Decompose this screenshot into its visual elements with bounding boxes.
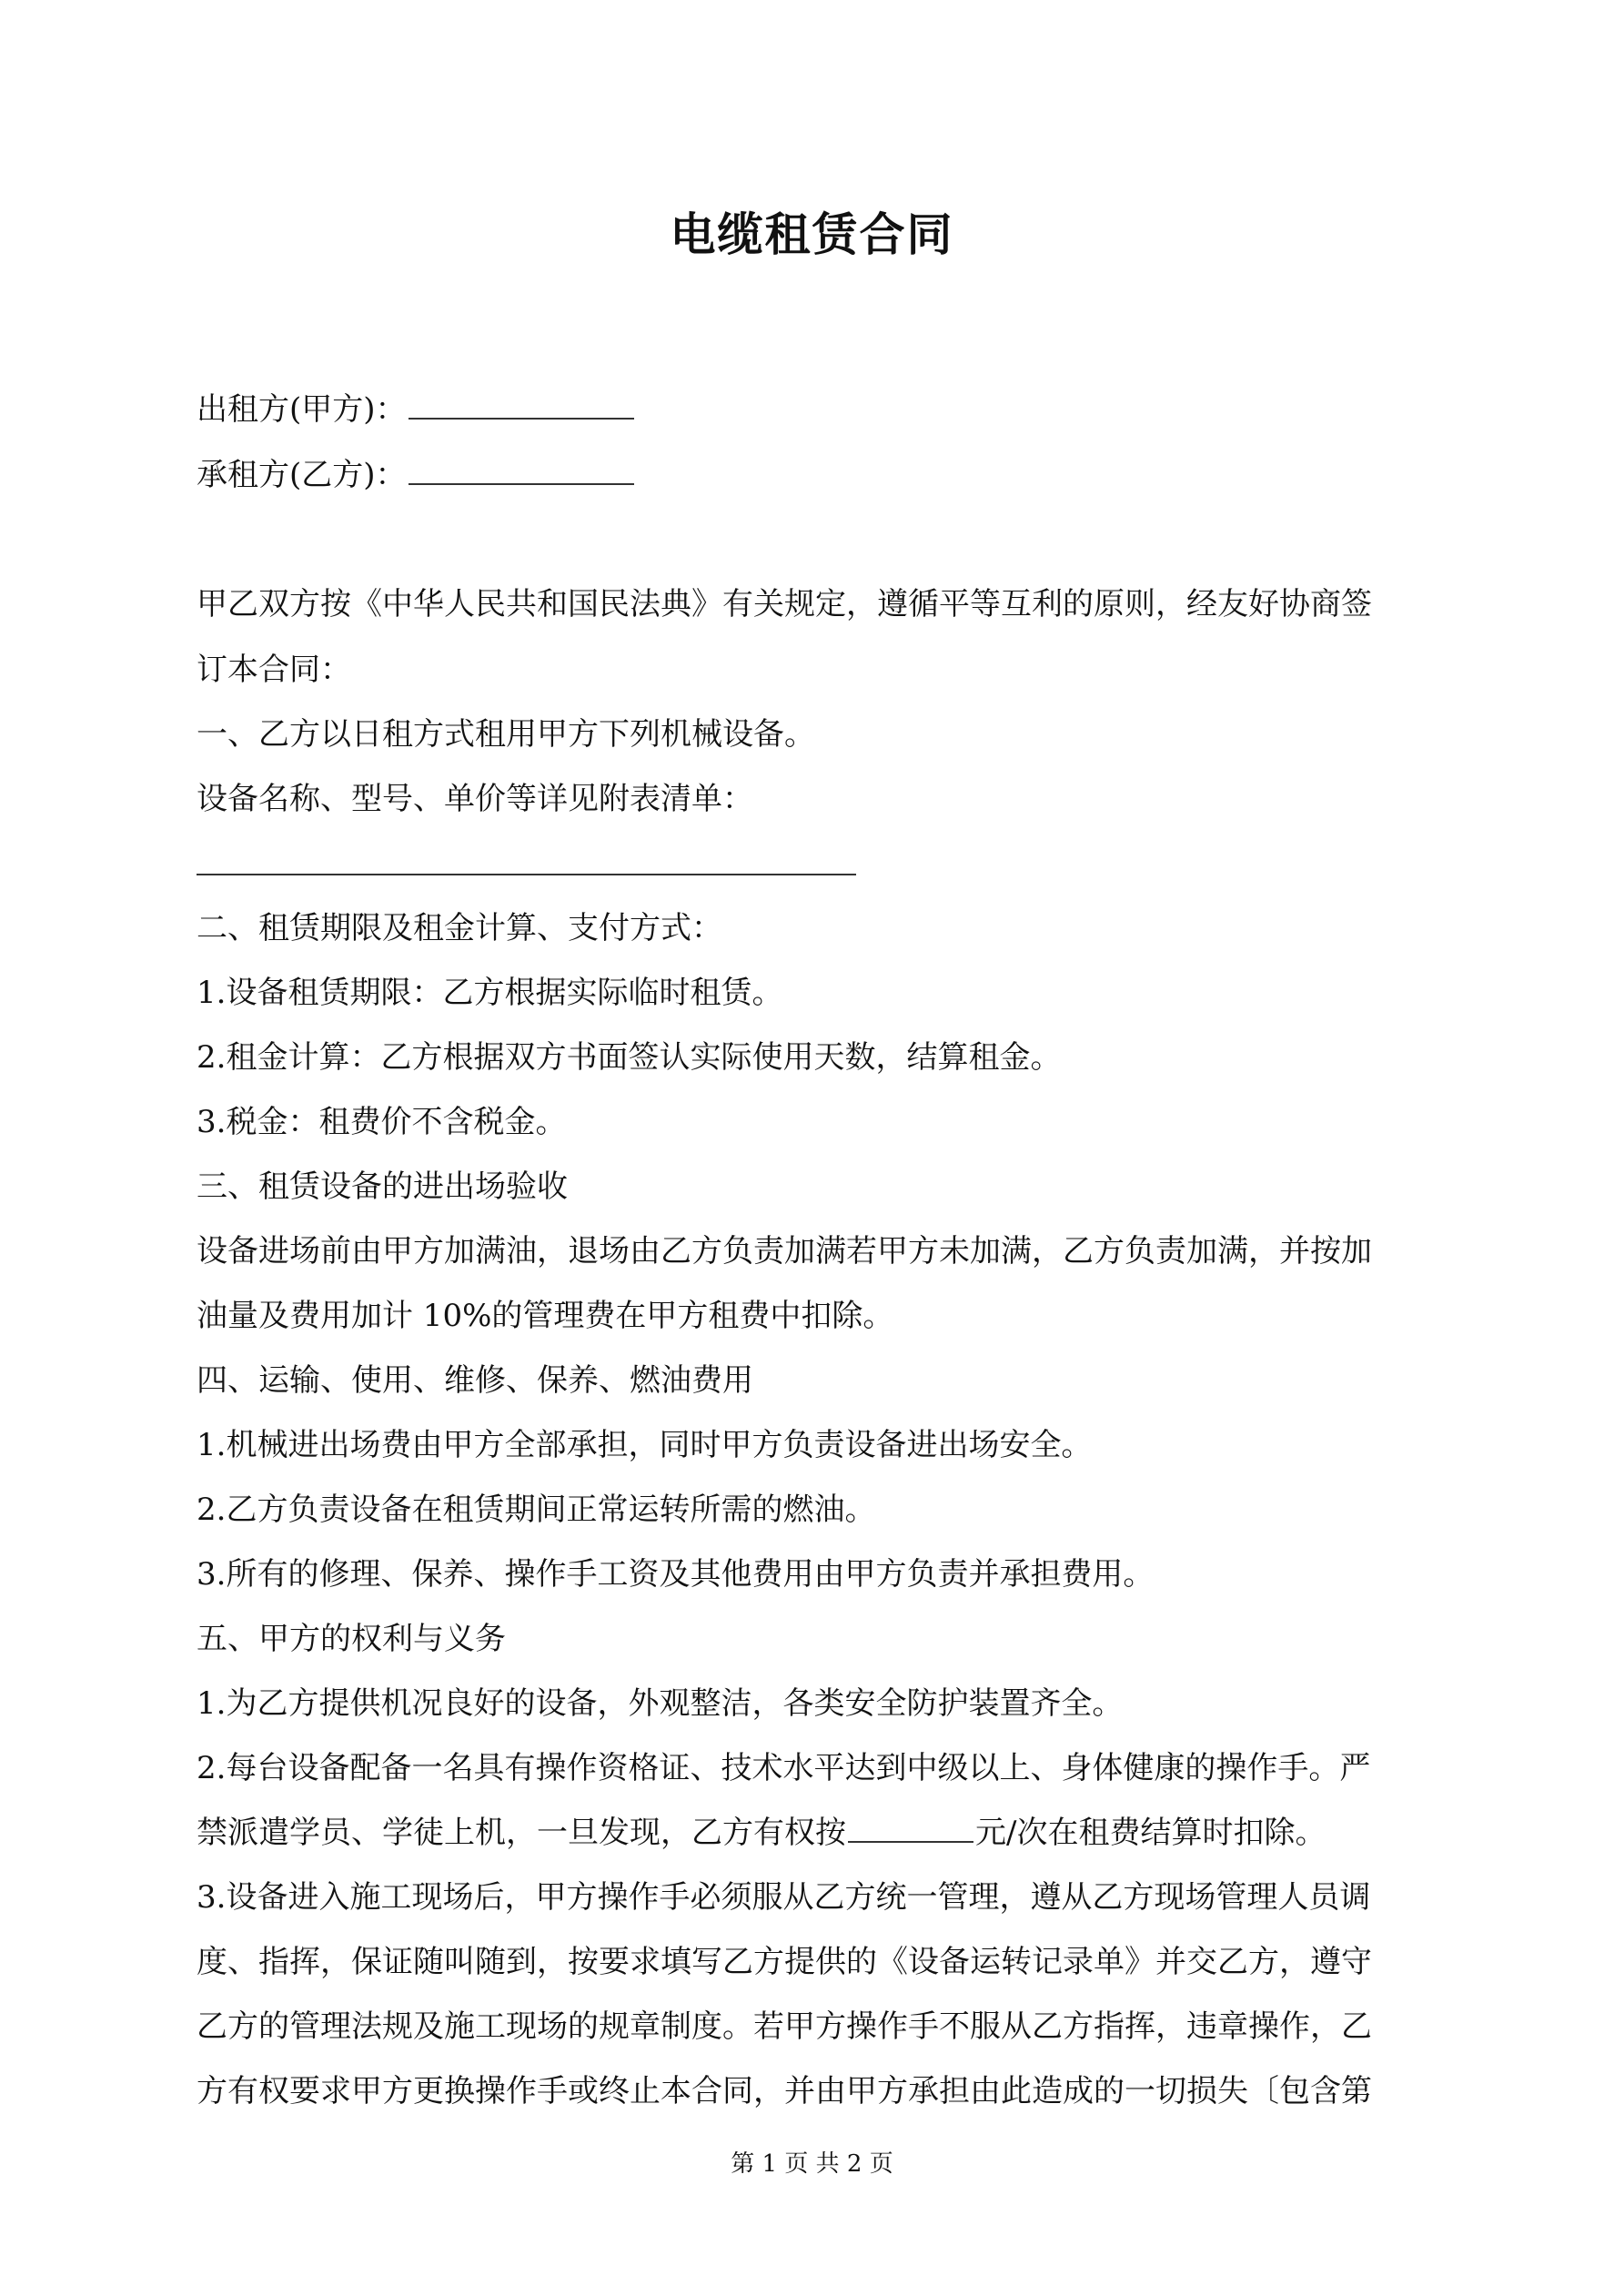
lessor-line [197, 389, 1443, 430]
section-2-item-3: 3.税金：租费价不含税金。 [197, 1104, 567, 1140]
section-1-detail: 设备名称、型号、单价等详见附表清单： [197, 781, 753, 817]
penalty-text-after: 元/次在租费结算时扣除。 [975, 1815, 1326, 1851]
lessor-label: 出租方(甲方)： [197, 391, 407, 428]
lessee-label: 承租方(乙方)： [197, 457, 407, 493]
section-5-item-3-line-1: 3.设备进入施工现场后，甲方操作手必须服从乙方统一管理，遵从乙方现场管理人员调 [197, 1879, 1371, 1916]
section-3-heading: 三、租赁设备的进出场验收 [197, 1168, 568, 1205]
intro-line-1: 甲乙双方按《中华人民共和国民法典》有关规定，遵循平等互利的原则，经友好协商签 [197, 586, 1372, 622]
section-2-item-1: 1.设备租赁期限：乙方根据实际临时租赁。 [197, 975, 783, 1011]
section-5-heading: 五、甲方的权利与义务 [197, 1621, 506, 1657]
lessor-blank [409, 417, 634, 420]
section-1-heading: 一、乙方以日租方式租用甲方下列机械设备。 [197, 716, 815, 753]
section-5-item-3-line-4: 方有权要求甲方更换操作手或终止本合同，并由甲方承担由此造成的一切损失〔包含第 [197, 2073, 1372, 2109]
section-2-item-2: 2.租金计算：乙方根据双方书面签认实际使用天数，结算租金。 [197, 1039, 1062, 1076]
section-4-item-2: 2.乙方负责设备在租赁期间正常运转所需的燃油。 [197, 1492, 876, 1528]
section-3-para-2: 油量及费用加计 10%的管理费在甲方租费中扣除。 [197, 1298, 894, 1334]
document-title: 电缆租赁合同 [670, 207, 954, 261]
penalty-amount-blank [848, 1840, 973, 1843]
lessee-blank [409, 482, 634, 485]
lessee-line [197, 455, 1443, 495]
section-3-para-1: 设备进场前由甲方加满油，退场由乙方负责加满若甲方未加满，乙方负责加满，并按加 [197, 1233, 1372, 1269]
section-5-item-2-line-2 [197, 1813, 1443, 1853]
section-5-item-3-line-2: 度、指挥，保证随叫随到，按要求填写乙方提供的《设备运转记录单》并交乙方，遵守 [197, 1944, 1372, 1980]
section-5-item-2-line-1: 2.每台设备配备一名具有操作资格证、技术水平达到中级以上、身体健康的操作手。严 [197, 1750, 1371, 1786]
penalty-text-before: 禁派遣学员、学徒上机，一旦发现，乙方有权按 [197, 1815, 846, 1851]
equipment-list-blank [197, 874, 856, 875]
intro-line-2: 订本合同： [197, 652, 351, 688]
section-5-item-3-line-3: 乙方的管理法规及施工现场的规章制度。若甲方操作手不服从乙方指挥，违章操作，乙 [197, 2008, 1372, 2045]
section-2-heading: 二、租赁期限及租金计算、支付方式： [197, 910, 722, 946]
section-4-item-1: 1.机械进出场费由甲方全部承担，同时甲方负责设备进出场安全。 [197, 1427, 1093, 1463]
section-5-item-1: 1.为乙方提供机况良好的设备，外观整洁，各类安全防护装置齐全。 [197, 1685, 1124, 1722]
section-4-heading: 四、运输、使用、维修、保养、燃油费用 [197, 1362, 753, 1399]
section-4-item-3: 3.所有的修理、保养、操作手工资及其他费用由甲方负责并承担费用。 [197, 1556, 1155, 1593]
page-number: 第 1 页 共 2 页 [731, 2150, 893, 2178]
